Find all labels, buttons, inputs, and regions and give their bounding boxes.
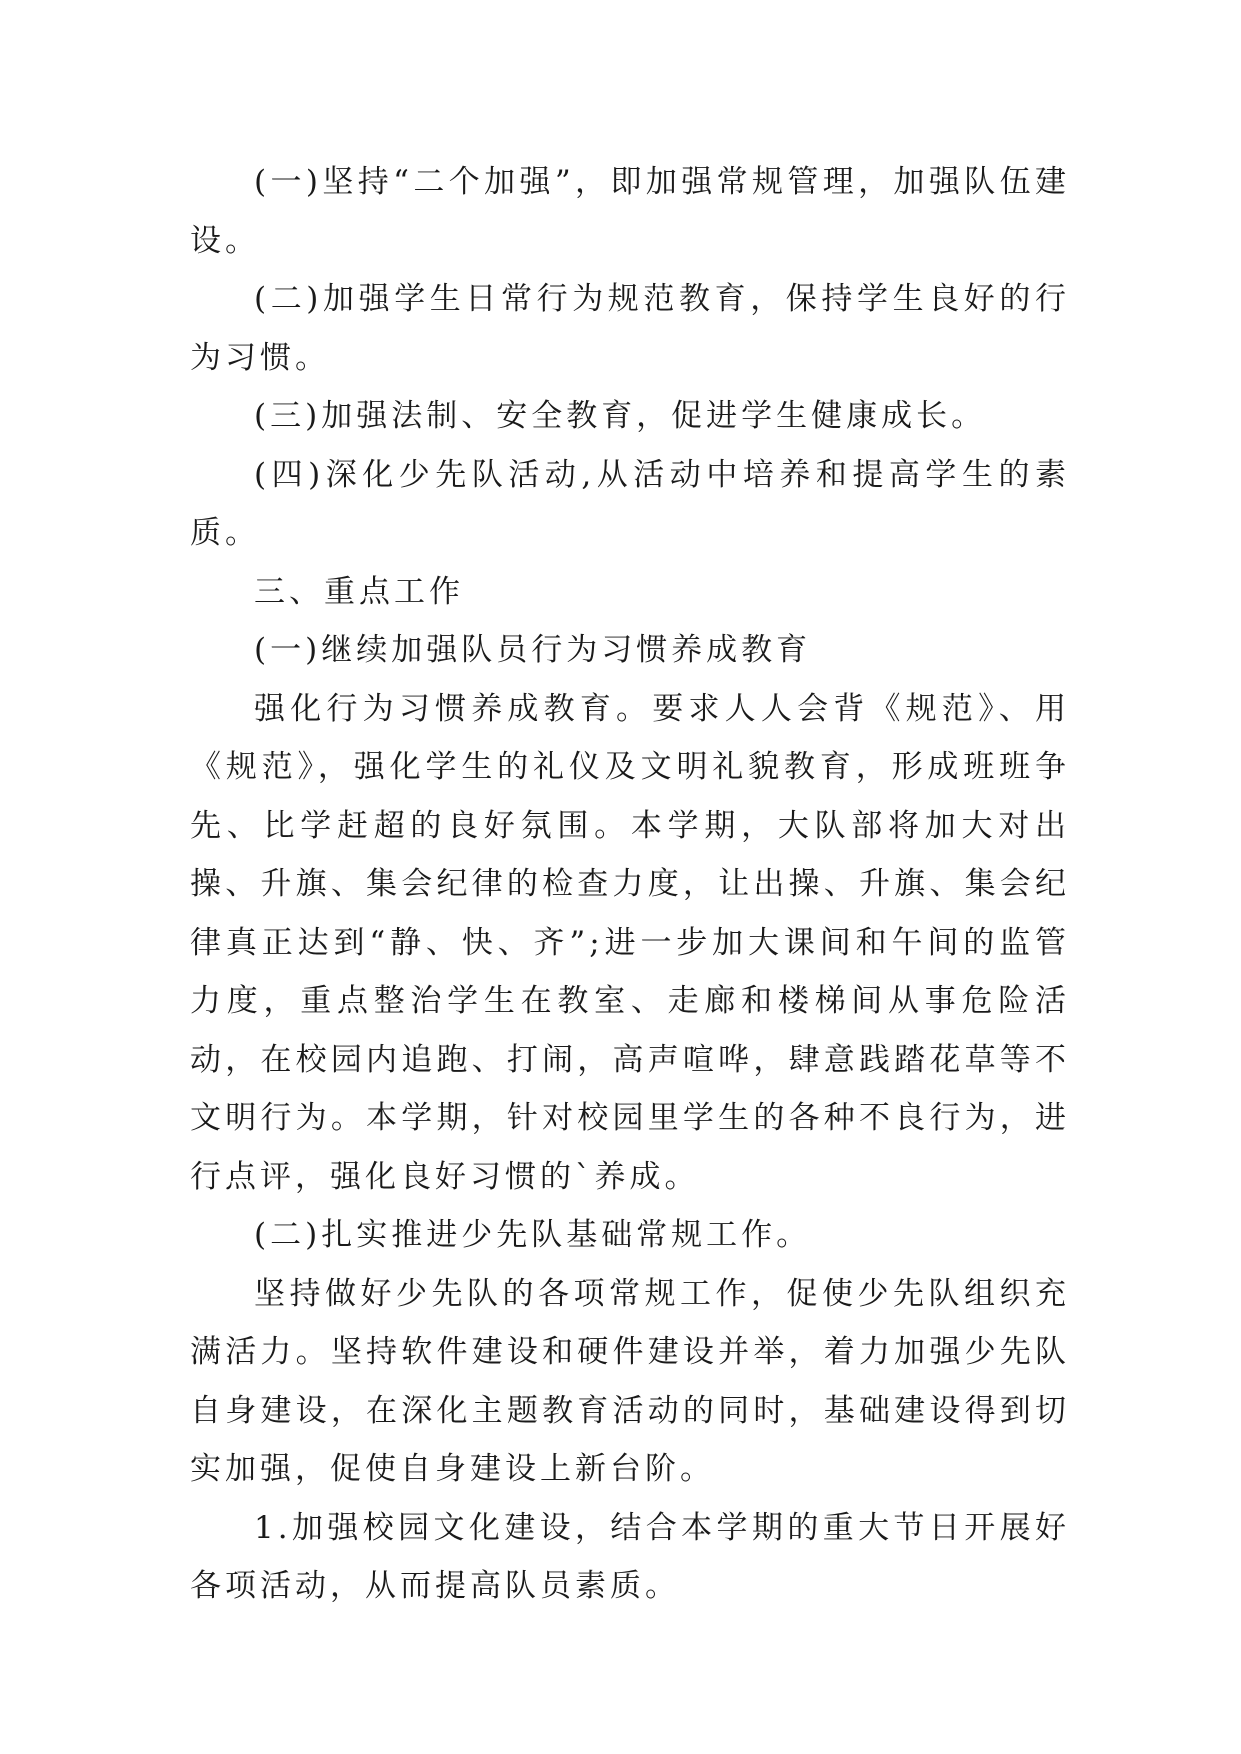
subheading-basic-routine: (二)扎实推进少先队基础常规工作。	[254, 1217, 812, 1253]
paragraph-basic-routine: 坚持做好少先队的各项常规工作，促使少先队组织充满活力。坚持软件建设和硬件建设并举，着力加强少先队自身建设，在深化主题教育活动的同时，基础建设得到切实加强，促使自身建设上新台阶。	[190, 1275, 1070, 1487]
section-heading-key-work: 三、重点工作	[254, 573, 464, 610]
subheading-behavior-habits: (一)继续加强队员行为习惯养成教育	[254, 632, 812, 668]
document-body	[190, 153, 1070, 1616]
paragraph-behavior-habits: 强化行为习惯养成教育。要求人人会背《规范》、用《规范》，强化学生的礼仪及文明礼貌教育，形成班班争先、比学赶超的良好氛围。本学期，大队部将加大对出操、升旗、集会纪律的检查力度，让出操、升旗、集会纪律真正达到“静、快、齐”;进一步加大课间和午间的监管力度，重点整治学生在教室、走廊和楼梯间从事危险活动，在校园内追跑、打闹，高声喧哗，肆意践踏花草等不文明行为。本学期，针对校园里学生的各种不良行为，进行点评，强化良好习惯的`养成。	[190, 690, 1070, 1195]
paragraph-campus-culture: 1.加强校园文化建设，结合本学期的重大节日开展好各项活动，从而提高队员素质。	[190, 1509, 1070, 1604]
paragraph-principle-4: (四)深化少先队活动,从活动中培养和提高学生的素质。	[190, 456, 1070, 551]
paragraph-principle-1: (一)坚持“二个加强”，即加强常规管理，加强队伍建设。	[190, 164, 1070, 259]
paragraph-principle-3: (三)加强法制、安全教育，促进学生健康成长。	[254, 398, 987, 434]
paragraph-principle-2: (二)加强学生日常行为规范教育，保持学生良好的行为习惯。	[190, 281, 1070, 376]
